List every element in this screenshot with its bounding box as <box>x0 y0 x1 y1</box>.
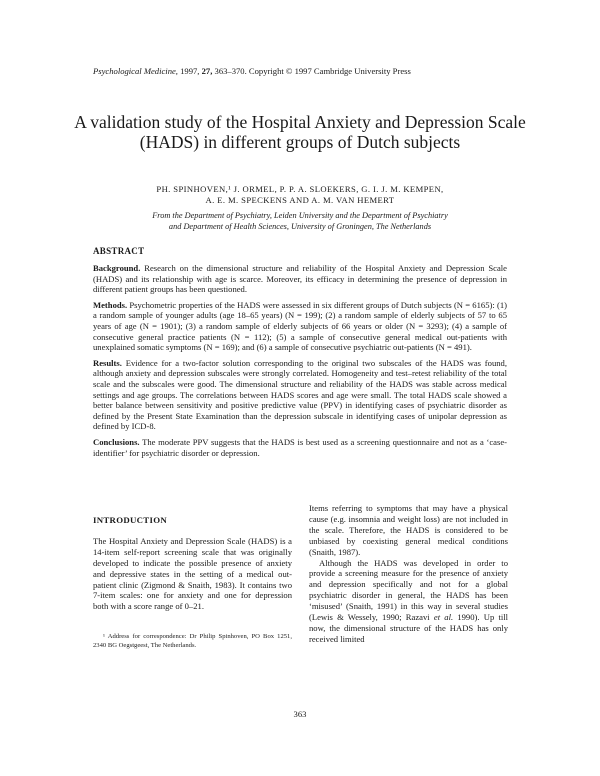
affiliation-line-2: and Department of Health Sciences, University of Groningen, The Netherlands <box>168 221 432 231</box>
article-title: A validation study of the Hospital Anxiety and Depression Scale (HADS) in different groups of Dutch subjects <box>74 112 526 152</box>
journal-volume: 27, <box>201 66 213 76</box>
methods-label: Methods. <box>93 299 128 310</box>
abstract-results <box>93 358 507 432</box>
background-text: Research on the dimensional structure and reliability of the Hospital Anxiety and Depression Scale (HADS) and its relationship with age is scarce. Moreover, its efficacy in determining the presence of depression in different patient groups has been questioned. <box>93 263 507 295</box>
abstract-background <box>93 263 507 295</box>
author-line-1: PH. SPINHOVEN,¹ J. ORMEL, P. P. A. SLOEKERS, G. I. J. M. KEMPEN, <box>156 184 444 194</box>
introduction-paragraph-2: Items referring to symptoms that may have a physical cause (e.g. insomnia and weight loss) are not included in the scale. Therefore, the HADS is considered to be unbiased by coexisting general medical conditions (Snaith, 1987). <box>309 503 508 557</box>
conclusions-label: Conclusions. <box>93 436 140 447</box>
journal-year: 1997, <box>180 66 200 76</box>
background-label: Background. <box>93 263 141 273</box>
author-list <box>80 184 520 206</box>
author-line-2: A. E. M. SPECKENS AND A. M. VAN HEMERT <box>205 195 395 205</box>
introduction-paragraph-1: The Hospital Anxiety and Depression Scale (HADS) is a 14-item self-report screening scale that was originally developed to indicate the possible presence of anxiety and depressive states in the setting of a medical out-patient clinic (Zigmond & Snaith, 1983). It contains two 7-item scales: one for anxiety and one for depression both with a score range of 0–21. <box>93 535 292 612</box>
para3-et-al: et al. <box>433 612 454 623</box>
introduction-paragraph-3 <box>309 558 508 645</box>
methods-text: Psychometric properties of the HADS were assessed in six different groups of Dutch subjects (N = 6165): (1) a random sample of younger adults (age 18–65 years) (N = 199); (2) a random sample of elderly subjects of 57 to 65 years of age (N = 1901); (3) a random sample of elderly subjects of 66 years or older (N = 3293); (4) a sample of consecutive general practice patients (N = 112); (5) a sample of consecutive general medical out-patients with unexplained somatic symptoms (N = 169); and (6) a sample of consecutive psychiatric out-patients (N = 491). <box>93 299 507 353</box>
conclusions-text: The moderate PPV suggests that the HADS is best used as a screening questionnaire and not as a ‘case-identifier’ for psychiatric disorder or depression. <box>93 436 507 458</box>
abstract-body <box>93 263 507 463</box>
abstract-methods <box>93 300 507 353</box>
abstract-conclusions <box>93 437 507 458</box>
abstract-heading: ABSTRACT <box>93 246 145 256</box>
introduction-heading: INTRODUCTION <box>93 515 167 525</box>
journal-name: Psychological Medicine, <box>93 66 178 76</box>
copyright-notice: Copyright © 1997 Cambridge University Press <box>248 66 411 76</box>
results-label: Results. <box>93 357 122 368</box>
results-text: Evidence for a two-factor solution corresponding to the original two subscales of the HADS was found, although anxiety and depression subscales were strongly correlated. Homogeneity and test–retest reliability of the total scale and the subscales were good. The dimensional structure and reliability of the HADS was stable across medical settings and age groups. The correlations between HADS scores and age were small. The total HADS scale showed a better balance between sensitivity and positive predictive value (PPV) in identifying cases of psychiatric disorder as defined by the Present State Examination than the depression subscale in identifying cases of unipolar depression as defined by ICD-8. <box>93 357 508 432</box>
para3-text-b: 1990). Up till now, the dimensional structure of the HADS has only received limited <box>309 612 508 644</box>
affiliation <box>80 211 520 232</box>
correspondence-footnote: ¹ Address for correspondence: Dr Philip Spinhoven, PO Box 1251, 2340 BG Oegstgeest, The Netherlands. <box>93 633 292 649</box>
journal-pages: 363–370. <box>214 66 247 76</box>
affiliation-line-1: From the Department of Psychiatry, Leiden University and the Department of Psychiatry <box>152 211 448 220</box>
journal-citation <box>93 66 513 77</box>
body-column-left <box>93 515 292 612</box>
page-number: 363 <box>293 709 307 719</box>
body-column-right <box>309 503 508 645</box>
para3-text-a: Although the HADS was developed in order to provide a screening measure for the presence of anxiety and depression specifically and not for a global psychiatric disorder in general, the HADS has been ‘misused’ (Snaith, 1991) in this way in several studies (Lewis & Wessely, 1990; Razavi <box>309 557 508 623</box>
